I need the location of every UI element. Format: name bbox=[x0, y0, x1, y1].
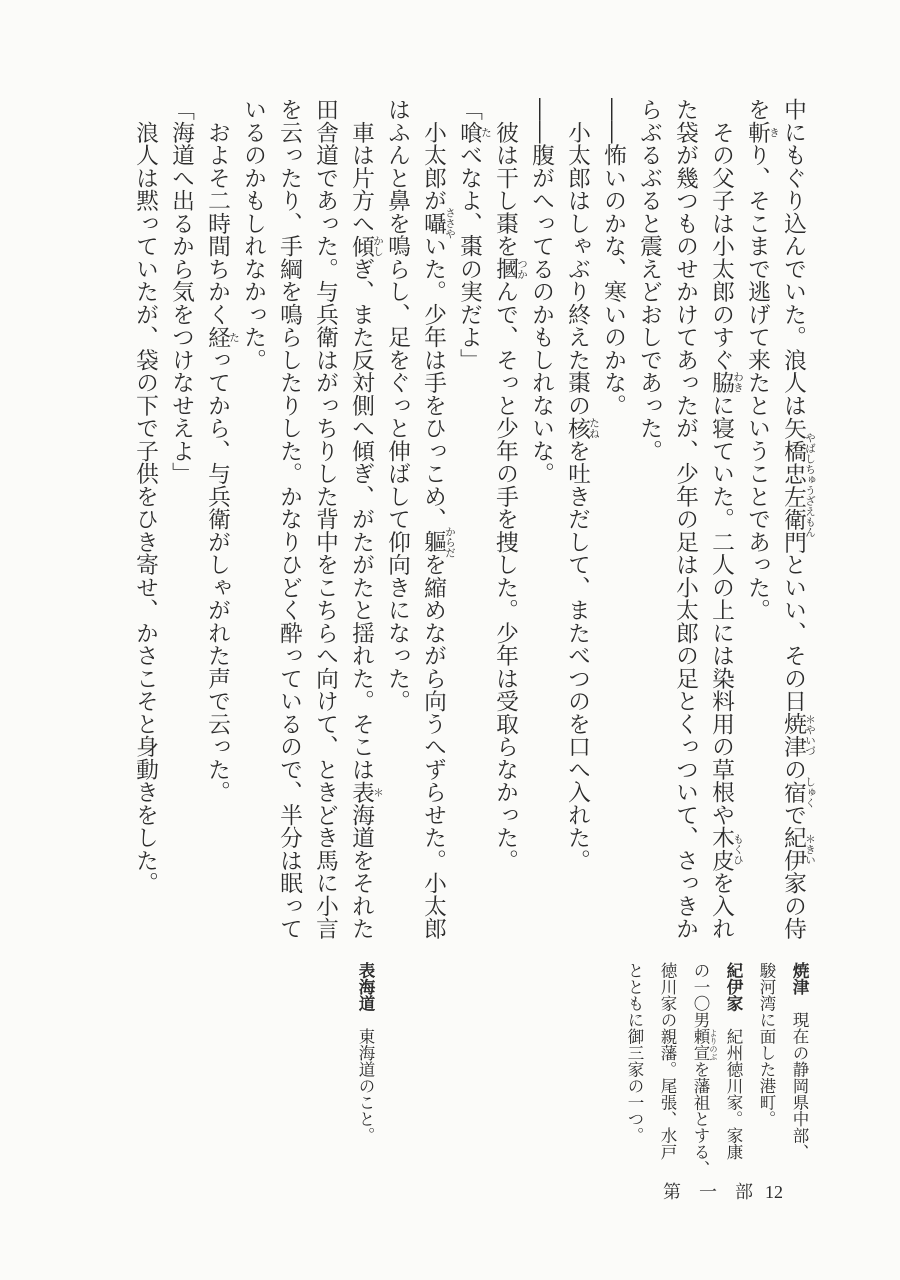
text-column bbox=[631, 98, 667, 940]
text-run: を bbox=[744, 98, 770, 121]
ruby-word bbox=[708, 371, 744, 394]
text-run: 彼は干し棗を bbox=[492, 98, 518, 258]
text-column bbox=[595, 98, 631, 940]
ruby-word bbox=[744, 120, 780, 144]
text-run: を云ったり、手綱を鳴らしたりした。かなりひどく酔っているので、半分は眠って bbox=[276, 98, 302, 940]
ruby-base: 木皮 bbox=[708, 826, 734, 872]
text-run: べなよ、棗の実だよ」 bbox=[456, 143, 482, 371]
note-term: 表海道 bbox=[356, 962, 375, 1012]
text-run: ってから、与兵衛がしゃがれた声で云った。 bbox=[204, 348, 230, 804]
text-run: 紀州徳川家。家康 bbox=[724, 1011, 743, 1160]
text-column bbox=[451, 98, 492, 940]
ruby-base: 傾 bbox=[348, 234, 374, 258]
ruby-base: 摑 bbox=[492, 257, 518, 280]
ruby-reading: ささや bbox=[444, 207, 456, 239]
ruby-reading: き bbox=[768, 126, 780, 138]
text-column bbox=[127, 98, 163, 940]
page-number: 12 bbox=[765, 1182, 783, 1202]
text-run: を入れ bbox=[708, 871, 734, 940]
ruby-reading: からだ bbox=[444, 525, 456, 558]
text-run: ――腹がへってるのかもしれないな。 bbox=[528, 98, 554, 485]
text-run: り、そこまで逃げて来たということであった。 bbox=[744, 143, 770, 622]
text-run: 家の侍 bbox=[780, 871, 806, 940]
ruby-reading: たね bbox=[588, 417, 600, 439]
ruby-reading: つか bbox=[516, 258, 528, 280]
note-term: 紀伊家 bbox=[724, 962, 743, 1012]
ruby-word bbox=[204, 325, 240, 349]
ruby-base: 宿 bbox=[780, 780, 806, 804]
text-run: ――怖いのかな、寒いのかな。 bbox=[600, 98, 626, 417]
note-term: 焼津 bbox=[790, 962, 809, 995]
text-run: 徳川家の親藩。尾張、水戸 bbox=[658, 962, 677, 1160]
text-run: といい、その日 bbox=[780, 553, 806, 713]
text-run: らぶるぶると震えどおしであった。 bbox=[636, 98, 662, 462]
ruby-base: 頼宣 bbox=[691, 1028, 710, 1061]
ruby-word bbox=[348, 234, 384, 258]
text-run: の bbox=[780, 757, 806, 781]
ruby-base: 焼津 bbox=[780, 712, 806, 758]
text-run: とともに御三家の一つ。 bbox=[625, 962, 644, 1144]
text-run: 現在の静岡県中部、 bbox=[790, 995, 809, 1160]
ruby-word bbox=[708, 826, 744, 872]
ruby-base: 脇 bbox=[708, 371, 734, 394]
text-run: 小太郎が bbox=[420, 98, 446, 212]
text-run: で bbox=[780, 803, 806, 826]
ruby-reading: わき bbox=[732, 371, 744, 393]
text-column bbox=[487, 98, 528, 940]
text-column bbox=[343, 98, 384, 940]
ruby-reading: た bbox=[480, 126, 492, 138]
text-run: いた。少年は手をひっこめ、 bbox=[420, 234, 446, 531]
text-run: を藩祖とする、 bbox=[691, 1061, 710, 1177]
page-footer bbox=[663, 1181, 783, 1204]
ruby-base: 経 bbox=[204, 325, 230, 349]
text-run: を縮めながら向うへずらせた。小太郎 bbox=[420, 553, 446, 940]
note-column bbox=[717, 962, 750, 1180]
text-column bbox=[415, 98, 456, 940]
text-run: ぎ、また反対側へ傾ぎ、がたがたと揺れた。そこは bbox=[348, 257, 374, 781]
ruby-base: 表 bbox=[348, 780, 374, 804]
ruby-word bbox=[780, 776, 816, 808]
text-run: はふんと鼻を鳴らし、足をぐっと伸ばして仰向きになった。 bbox=[384, 98, 410, 713]
ruby-word bbox=[780, 712, 816, 758]
text-run: に寝ていた。二人の上には染料用の草根や bbox=[708, 393, 734, 826]
text-column bbox=[667, 98, 703, 940]
ruby-reading: やばしちゅうざえもん bbox=[804, 432, 816, 538]
note-column bbox=[618, 962, 651, 1180]
text-run: 小太郎はしゃぶり終えた棗の bbox=[564, 98, 590, 417]
ruby-reading: ＊きい bbox=[804, 833, 816, 865]
ruby-base: 斬 bbox=[744, 120, 770, 144]
ruby-word bbox=[420, 525, 456, 558]
text-run: た袋が幾つものせかけてあったが、少年の足は小太郎の足とくっついて、さっきか bbox=[672, 98, 698, 940]
ruby-word bbox=[564, 416, 600, 440]
text-column bbox=[775, 98, 816, 940]
ruby-word bbox=[420, 207, 456, 239]
text-run: 「海道へ出るから気をつけなせえよ」 bbox=[168, 98, 194, 485]
ruby-base: 囁 bbox=[420, 211, 446, 235]
ruby-base: 核 bbox=[564, 416, 590, 440]
note-column bbox=[651, 962, 684, 1180]
ruby-reading: よりのぶ bbox=[709, 1028, 718, 1061]
ruby-base: 紀伊 bbox=[780, 826, 806, 872]
text-column bbox=[739, 98, 780, 940]
text-column bbox=[235, 98, 271, 940]
note-column bbox=[783, 962, 816, 1180]
text-run: 中にもぐり込んでいた。浪人は bbox=[780, 98, 806, 417]
text-column bbox=[379, 98, 415, 940]
ruby-reading: た bbox=[228, 331, 240, 343]
ruby-reading: かし bbox=[372, 235, 384, 257]
note-column bbox=[684, 962, 717, 1180]
ruby-word bbox=[492, 257, 528, 280]
ruby-word bbox=[456, 120, 492, 144]
ruby-reading: ＊やいづ bbox=[804, 714, 816, 756]
ruby-reading: もくひ bbox=[732, 833, 744, 865]
text-run: およそ二時間ちかく bbox=[204, 98, 230, 326]
ruby-base: 喰 bbox=[456, 120, 482, 144]
note-column bbox=[349, 962, 382, 1180]
text-run: 浪人は黙っていたが、袋の下で子供をひき寄せ、かさこそと身動きをした。 bbox=[132, 98, 158, 895]
text-run: その父子は小太郎のすぐ bbox=[708, 98, 734, 371]
text-run: 東海道のこと。 bbox=[356, 1011, 375, 1144]
text-run: 田舎道であった。与兵衛はがっちりした背中をこちらへ向けて、ときどき馬に小言 bbox=[312, 98, 338, 940]
text-column bbox=[199, 98, 240, 940]
text-run: 駿河湾に面した港町。 bbox=[757, 962, 776, 1127]
note-column bbox=[750, 962, 783, 1180]
main-text bbox=[127, 98, 816, 940]
ruby-word bbox=[691, 1028, 718, 1061]
text-column bbox=[559, 98, 600, 940]
text-run: 「 bbox=[456, 98, 482, 121]
ruby-reading: ＊ bbox=[372, 786, 384, 798]
text-column bbox=[523, 98, 559, 940]
ruby-word bbox=[348, 780, 384, 804]
text-run: いるのかもしれなかった。 bbox=[240, 98, 266, 371]
text-column bbox=[307, 98, 343, 940]
ruby-word bbox=[780, 826, 816, 872]
text-run: を吐きだして、またべつのを口へ入れた。 bbox=[564, 439, 590, 872]
text-column bbox=[703, 98, 744, 940]
text-run: の一〇男 bbox=[691, 962, 710, 1028]
text-run: んで、そっと少年の手を捜した。少年は受取らなかった。 bbox=[492, 280, 518, 872]
ruby-base: 矢橋忠左衛門 bbox=[780, 416, 806, 553]
note-block bbox=[349, 962, 382, 1180]
ruby-base: 軀 bbox=[420, 530, 446, 553]
text-run: 車は片方へ bbox=[348, 98, 374, 235]
text-column bbox=[163, 98, 199, 940]
ruby-reading: しゅく bbox=[804, 776, 816, 808]
ruby-word bbox=[780, 416, 816, 554]
part-label: 第 一 部 bbox=[663, 1182, 753, 1203]
text-run: 海道をそれた bbox=[348, 803, 374, 940]
text-column bbox=[271, 98, 307, 940]
note-block bbox=[618, 962, 816, 1180]
